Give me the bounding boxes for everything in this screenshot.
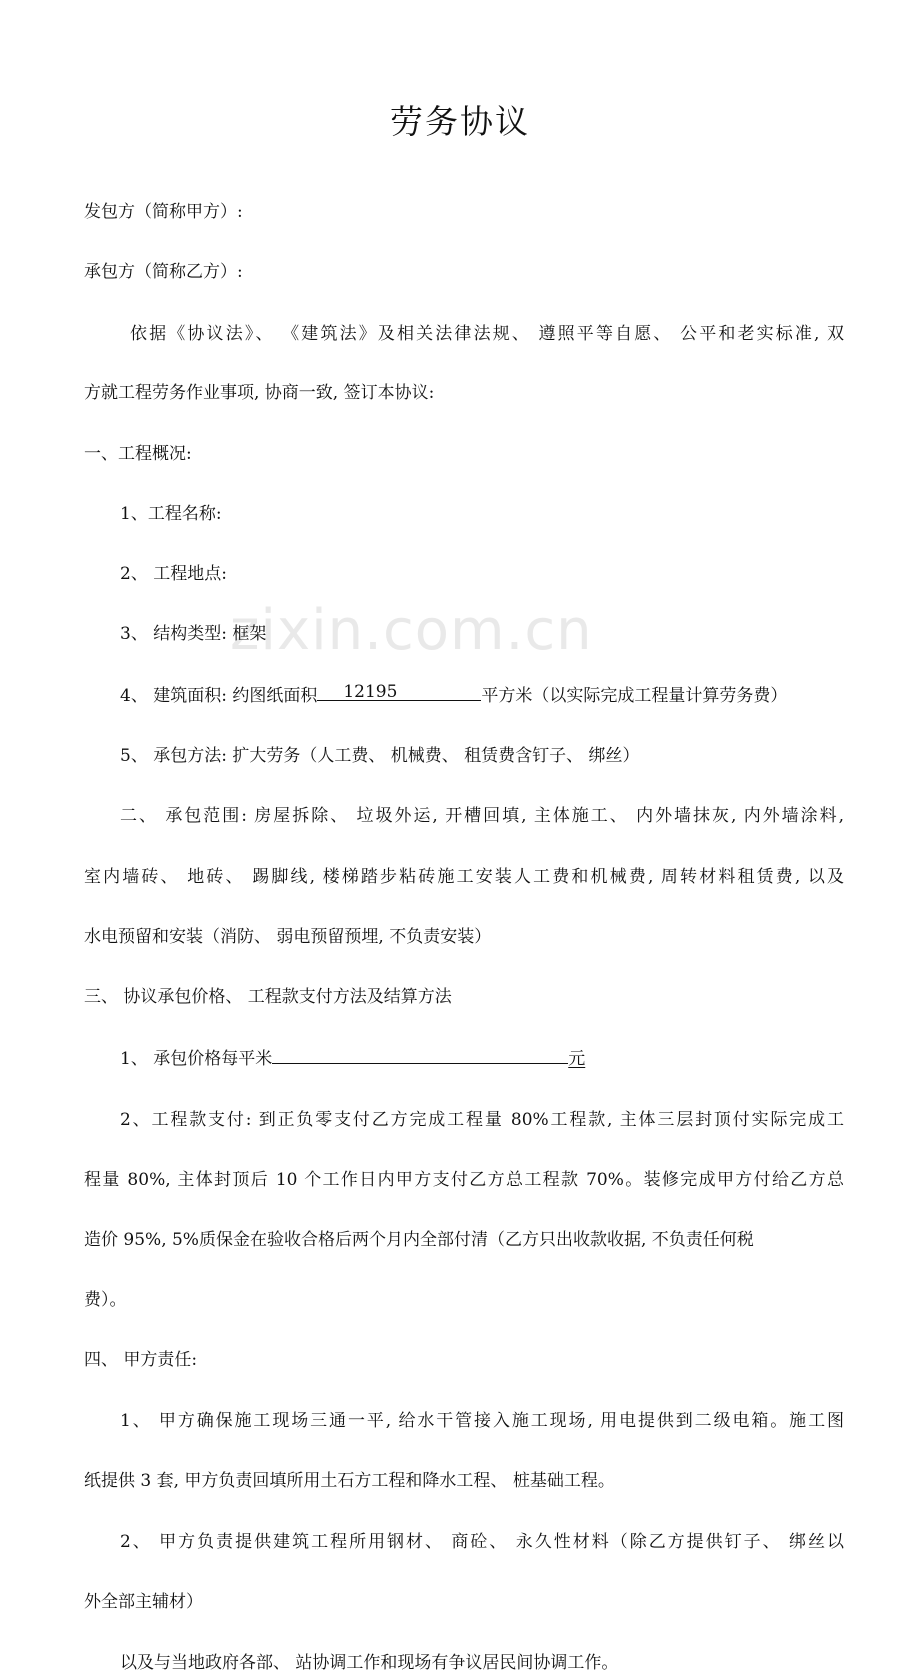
intro-line-2: 方就工程劳务作业事项, 协商一致, 签订本协议:	[84, 383, 435, 403]
document-title: 劳务协议	[390, 102, 530, 141]
section-3-item-2-line-2: 程量 80%, 主体封顶后 10 个工作日内甲方支付乙方总工程款 70%。装修完成甲方付给乙方总	[84, 1170, 844, 1190]
section-3-item-2-line-4: 费）。	[84, 1290, 127, 1310]
section-4-item-1-line-1: 1、 甲方确保施工现场三通一平, 给水干管接入施工现场, 用电提供到二级电箱。施工图	[120, 1411, 844, 1431]
section-1-item-3: 3、 结构类型: 框架	[120, 624, 267, 644]
section-3-heading: 三、 协议承包价格、 工程款支付方法及结算方法	[84, 987, 452, 1007]
watermark: zixin.com.cn	[230, 598, 593, 663]
price-prefix: 1、 承包价格每平米	[120, 1049, 273, 1069]
section-1-item-5: 5、 承包方法: 扩大劳务（人工费、 机械费、 租赁费含钉子、 绑丝）	[120, 746, 640, 766]
party-b-line: 承包方（简称乙方）:	[84, 262, 243, 282]
price-unit: 元	[568, 1049, 586, 1069]
section-3-item-2-line-1: 2、工程款支付: 到正负零支付乙方完成工程量 80%工程款, 主体三层封顶付实际完成工	[120, 1110, 844, 1130]
section-4-item-2-line-2: 外全部主辅材）	[84, 1592, 203, 1612]
section-4-extra-line: 以及与当地政府各部、 站协调工作和现场有争议居民间协调工作。	[120, 1653, 619, 1673]
section-3-item-2-line-3: 造价 95%, 5%质保金在验收合格后两个月内全部付清（乙方只出收款收据, 不负责任何税	[84, 1230, 754, 1250]
price-fill-blank	[272, 1047, 568, 1064]
intro-line-1: 依据《协议法》、 《建筑法》及相关法律法规、 遵照平等自愿、 公平和老实标准, 双	[130, 324, 844, 344]
section-1-heading: 一、工程概况:	[84, 444, 192, 464]
section-1-item-1: 1、工程名称:	[120, 504, 222, 524]
item-4-prefix: 4、 建筑面积: 约图纸面积	[120, 686, 318, 706]
area-fill-blank	[317, 684, 481, 701]
section-4-heading: 四、 甲方责任:	[84, 1350, 198, 1370]
section-2-line-3: 水电预留和安装（消防、 弱电预留预埋, 不负责安装）	[84, 927, 492, 947]
area-value: 12195	[343, 682, 398, 702]
section-2-line-1: 二、 承包范围: 房屋拆除、 垃圾外运, 开槽回填, 主体施工、 内外墙抹灰, 内外墙涂料,	[120, 806, 844, 826]
section-4-item-1-line-2: 纸提供 3 套, 甲方负责回填所用土石方工程和降水工程、 桩基础工程。	[84, 1471, 615, 1491]
section-4-item-2-line-1: 2、 甲方负责提供建筑工程所用钢材、 商砼、 永久性材料（除乙方提供钉子、 绑丝以	[120, 1532, 844, 1552]
party-a-line: 发包方（简称甲方）:	[84, 202, 243, 222]
item-4-suffix: 平方米（以实际完成工程量计算劳务费）	[481, 686, 788, 706]
section-1-item-4	[120, 684, 880, 706]
section-3-item-1	[120, 1047, 880, 1069]
section-2-line-2: 室内墙砖、 地砖、 踢脚线, 楼梯踏步粘砖施工安装人工费和机械费, 周转材料租赁费, 以及	[84, 867, 844, 887]
section-1-item-2: 2、 工程地点:	[120, 564, 227, 584]
